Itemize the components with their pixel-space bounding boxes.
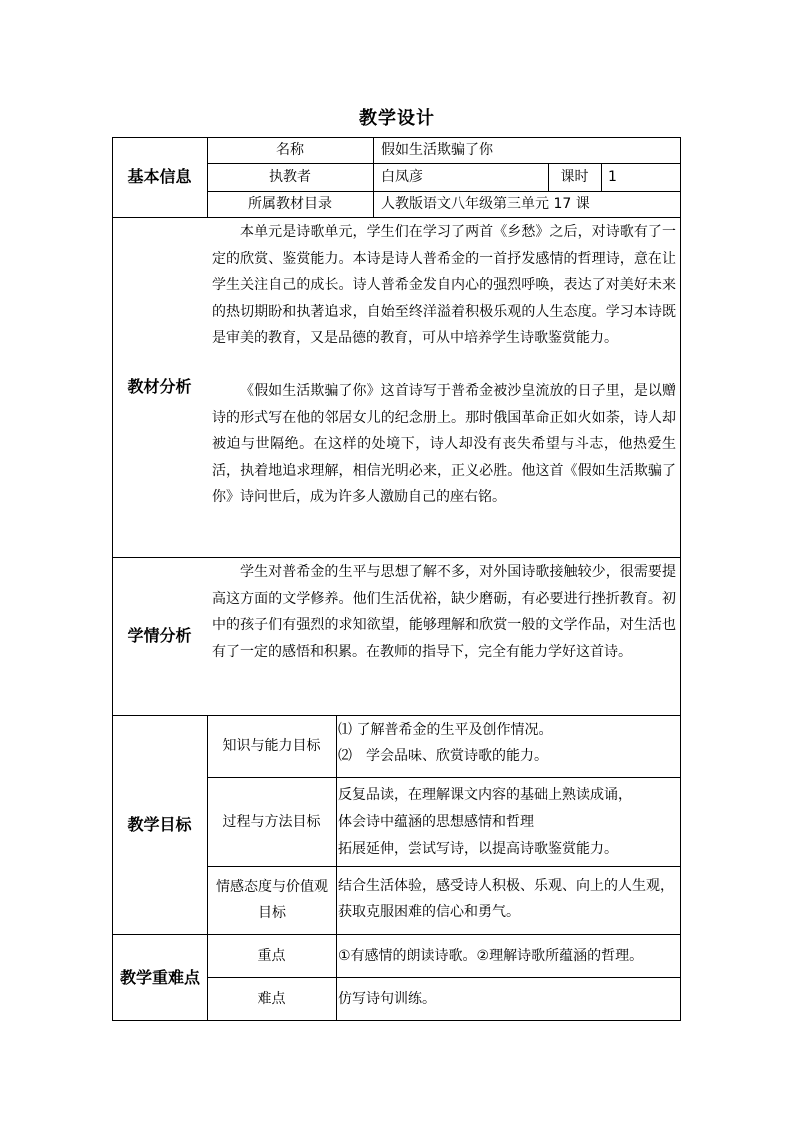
emotion-objective-label: 情感态度与价值观目标 — [216, 879, 328, 921]
name-label: 名称 — [276, 142, 304, 158]
table-border-right — [680, 137, 681, 1021]
textbook-analysis-paragraph: 本单元是诗歌单元，学生们在学习了两首《乡愁》之后，对诗歌有了一定的欣赏、鉴赏能力。本诗是诗人普希金的一首抒发感情的哲理诗，意在让学生关注自己的成长。诗人普希金发自内心的强烈呼唤，表达了对美好未来的热切期盼和执著追求，自始至终洋溢着积极乐观的人生态度。学习本诗既是审美的教育，又是品德的教育，可从中培养学生诗歌鉴赏能力。 — [212, 224, 676, 346]
process-objective-label: 过程与方法目标 — [222, 813, 321, 830]
lesson-plan-table — [112, 137, 681, 1021]
table-border-bottom — [112, 1020, 681, 1021]
list-item: ⑵ 学会品味、欣赏诗歌的能力。 — [338, 748, 548, 764]
difficult-point-value: 仿写诗句训练。 — [338, 990, 436, 1007]
teacher-name: 白凤彦 — [381, 169, 423, 185]
teacher-label: 执教者 — [269, 169, 311, 185]
section-learner-analysis: 学情分析 — [127, 626, 192, 645]
difficult-point-label: 难点 — [257, 990, 286, 1007]
emotion-objective-text: 结合生活体验，感受诗人积极、乐观、向上的人生观，获取克服困难的信心和勇气。 — [338, 878, 674, 920]
knowledge-objective-list — [338, 717, 678, 769]
list-item: 反复品读，在理解课文内容的基础上熟读成诵， — [338, 787, 632, 803]
section-textbook-analysis: 教材分析 — [127, 377, 192, 396]
key-point-label: 重点 — [257, 947, 286, 964]
page-title: 教学设计 — [359, 108, 435, 129]
table-divider — [601, 163, 602, 192]
process-objective-list — [338, 782, 678, 863]
learner-analysis-paragraph: 学生对普希金的生平与思想了解不多，对外国诗歌接触较少，很需要提高这方面的文学修养。他们生活优裕，缺少磨砺，有必要进行挫折教育。初中的孩子们有强烈的求知欲望，能够理解和欣赏一般的文学作品，对生活也有了一定的感悟和积累。在教师的指导下，完全有能力学好这首诗。 — [212, 564, 676, 660]
table-divider — [373, 137, 374, 218]
key-point-value: ①有感情的朗读诗歌。②理解诗歌所蕴涵的哲理。 — [338, 947, 644, 964]
list-item: 拓展延伸，尝试写诗，以提高诗歌鉴赏能力。 — [338, 841, 618, 857]
section-objectives: 教学目标 — [127, 814, 192, 834]
table-divider — [336, 715, 337, 1021]
list-item: 体会诗中蕴涵的思想感情和哲理 — [338, 814, 534, 830]
knowledge-objective-label: 知识与能力目标 — [222, 738, 321, 754]
section-key-points: 教学重难点 — [120, 967, 201, 987]
catalog-label: 所属教材目录 — [248, 196, 332, 212]
list-item: ⑴ 了解普希金的生平及创作情况。 — [338, 722, 553, 738]
catalog-value: 人教版语文八年级第三单元 17 课 — [381, 196, 590, 212]
period-value: 1 — [608, 169, 617, 185]
textbook-analysis-paragraph: 《假如生活欺骗了你》这首诗写于普希金被沙皇流放的日子里，是以赠诗的形式写在他的邻居女儿的纪念册上。那时俄国革命正如火如荼，诗人却被迫与世隔绝。在这样的处境下，诗人却没有丧失希望与斗志，他热爱生活，执着地追求理解，相信光明必来，正义必胜。他这首《假如生活欺骗了你》诗问世后，成为许多人激励自己的座右铭。 — [212, 383, 676, 505]
lesson-name: 假如生活欺骗了你 — [381, 142, 493, 158]
period-label: 课时 — [560, 169, 589, 185]
section-basic-info: 基本信息 — [127, 167, 192, 186]
